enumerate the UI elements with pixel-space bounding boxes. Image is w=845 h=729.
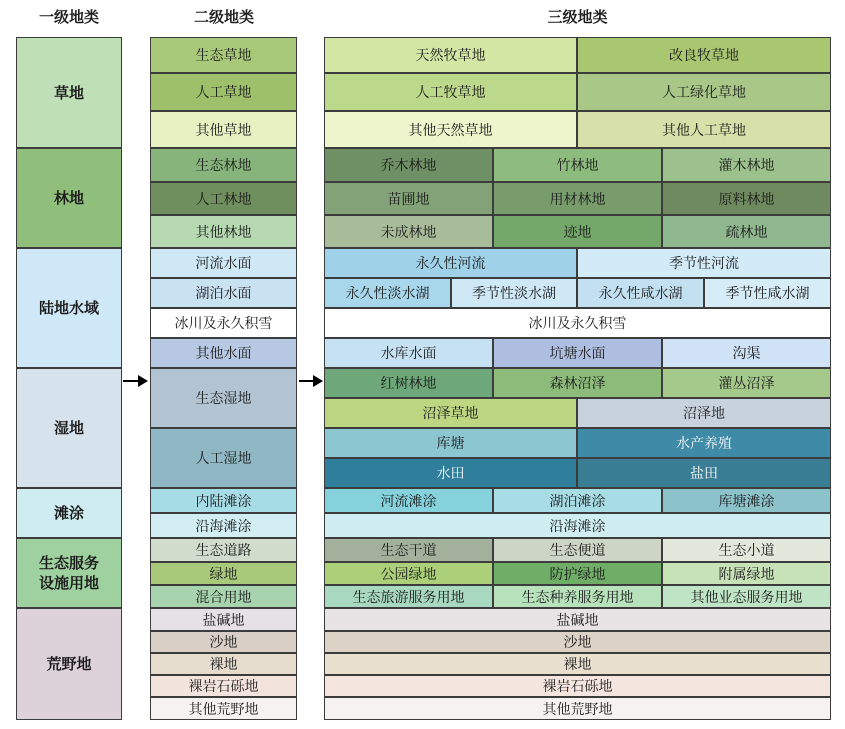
level2-cell: 沙地	[150, 631, 297, 653]
level3-cell: 生态干道	[324, 538, 493, 562]
level3-cell: 水产养殖	[577, 428, 831, 458]
level3-cell: 沟渠	[662, 338, 831, 368]
level3-cell: 生态种养服务用地	[493, 585, 662, 608]
level3-cell: 库塘滩涂	[662, 488, 831, 513]
level2-cell: 湖泊水面	[150, 278, 297, 308]
arrow-level2-to-level3	[299, 380, 315, 382]
level2-cell: 人工湿地	[150, 428, 297, 488]
level2-cell: 河流水面	[150, 248, 297, 278]
level3-cell: 沼泽地	[577, 398, 831, 428]
level3-cell: 用材林地	[493, 182, 662, 215]
level2-cell: 人工林地	[150, 182, 297, 215]
level1-cell: 荒野地	[16, 608, 122, 720]
level2-cell: 内陆滩涂	[150, 488, 297, 513]
level3-cell: 河流滩涂	[324, 488, 493, 513]
level1-cell: 滩涂	[16, 488, 122, 538]
level3-cell: 未成林地	[324, 215, 493, 248]
level3-cell: 库塘	[324, 428, 577, 458]
level2-cell: 人工草地	[150, 73, 297, 111]
level3-cell: 公园绿地	[324, 562, 493, 585]
level3-cell: 沼泽草地	[324, 398, 577, 428]
level2-cell: 其他草地	[150, 111, 297, 148]
level2-cell: 生态道路	[150, 538, 297, 562]
level3-cell: 天然牧草地	[324, 37, 577, 73]
level3-cell: 冰川及永久积雪	[324, 308, 831, 338]
header-level1: 一级地类	[38, 8, 99, 26]
level3-cell: 竹林地	[493, 148, 662, 182]
level2-cell: 生态湿地	[150, 368, 297, 428]
level3-cell: 红树林地	[324, 368, 493, 398]
level1-cell: 林地	[16, 148, 122, 248]
level1-cell: 湿地	[16, 368, 122, 488]
level3-cell: 水库水面	[324, 338, 493, 368]
level3-cell: 人工绿化草地	[577, 73, 831, 111]
arrow-level1-to-level2	[123, 380, 140, 382]
level3-cell: 苗圃地	[324, 182, 493, 215]
level3-cell: 沿海滩涂	[324, 513, 831, 538]
level3-cell: 湖泊滩涂	[493, 488, 662, 513]
level2-cell: 绿地	[150, 562, 297, 585]
level2-cell: 生态草地	[150, 37, 297, 73]
level3-cell: 其他人工草地	[577, 111, 831, 148]
level1-cell: 生态服务 设施用地	[16, 538, 122, 608]
level3-cell: 永久性河流	[324, 248, 577, 278]
level3-cell: 乔木林地	[324, 148, 493, 182]
level2-cell: 其他林地	[150, 215, 297, 248]
level3-cell: 灌丛沼泽	[662, 368, 831, 398]
level3-cell: 坑塘水面	[493, 338, 662, 368]
level2-cell: 沿海滩涂	[150, 513, 297, 538]
level3-cell: 森林沼泽	[493, 368, 662, 398]
header-level2: 二级地类	[193, 8, 254, 26]
level3-cell: 疏林地	[662, 215, 831, 248]
level3-cell: 其他业态服务用地	[662, 585, 831, 608]
level3-cell: 人工牧草地	[324, 73, 577, 111]
level2-cell: 盐碱地	[150, 608, 297, 631]
level2-cell: 裸地	[150, 653, 297, 675]
level1-cell: 草地	[16, 37, 122, 148]
level2-cell: 生态林地	[150, 148, 297, 182]
level3-cell: 改良牧草地	[577, 37, 831, 73]
level3-cell: 盐碱地	[324, 608, 831, 631]
level3-cell: 生态小道	[662, 538, 831, 562]
level3-cell: 迹地	[493, 215, 662, 248]
level3-cell: 裸岩石砾地	[324, 675, 831, 697]
level3-cell: 原料林地	[662, 182, 831, 215]
level3-cell: 永久性咸水湖	[577, 278, 704, 308]
level3-cell: 季节性淡水湖	[451, 278, 577, 308]
level3-cell: 盐田	[577, 458, 831, 488]
level2-cell: 裸岩石砾地	[150, 675, 297, 697]
level3-cell: 防护绿地	[493, 562, 662, 585]
level3-cell: 季节性河流	[577, 248, 831, 278]
level3-cell: 生态便道	[493, 538, 662, 562]
level1-cell: 陆地水域	[16, 248, 122, 368]
level2-cell: 其他荒野地	[150, 697, 297, 720]
level2-cell: 冰川及永久积雪	[150, 308, 297, 338]
level3-cell: 沙地	[324, 631, 831, 653]
level2-cell: 混合用地	[150, 585, 297, 608]
level3-cell: 永久性淡水湖	[324, 278, 451, 308]
header-level3: 三级地类	[547, 8, 608, 26]
level3-cell: 附属绿地	[662, 562, 831, 585]
level3-cell: 其他天然草地	[324, 111, 577, 148]
level3-cell: 季节性咸水湖	[704, 278, 831, 308]
level3-cell: 生态旅游服务用地	[324, 585, 493, 608]
level3-cell: 水田	[324, 458, 577, 488]
level3-cell: 裸地	[324, 653, 831, 675]
level3-cell: 灌木林地	[662, 148, 831, 182]
level3-cell: 其他荒野地	[324, 697, 831, 720]
level2-cell: 其他水面	[150, 338, 297, 368]
